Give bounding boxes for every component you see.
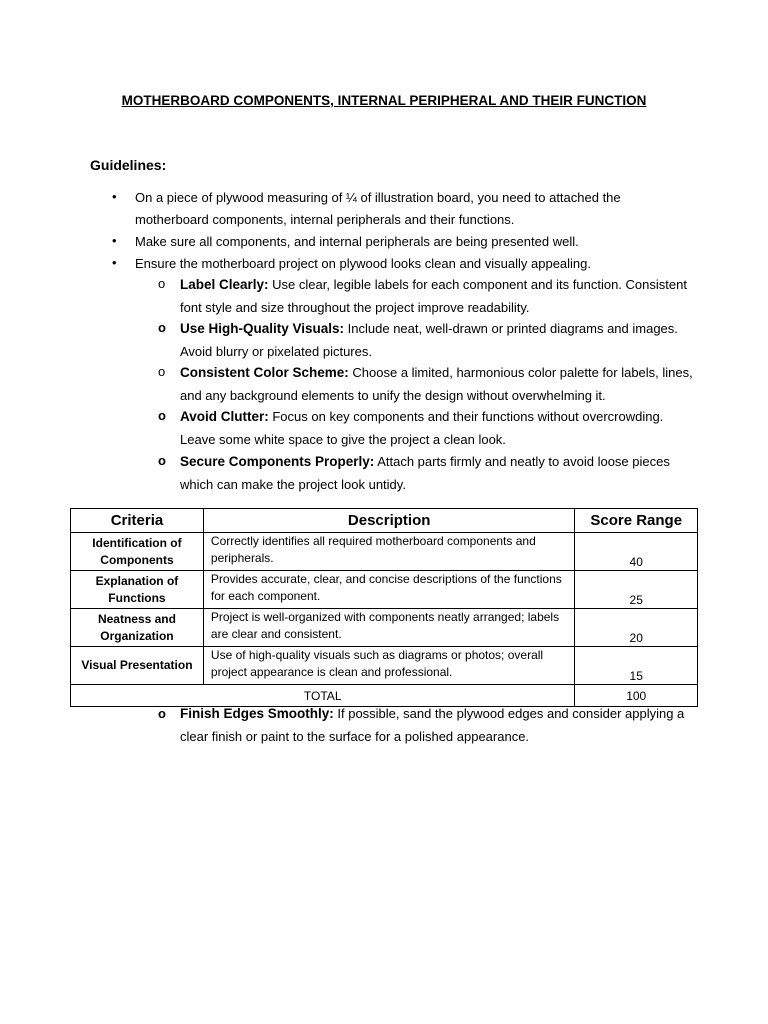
- sub-bullet-marker: o: [158, 364, 166, 379]
- criteria-cell: Visual Presentation: [71, 647, 204, 685]
- table-row: [71, 609, 698, 647]
- score-cell: 20: [575, 609, 698, 647]
- guideline-bullet: On a piece of plywood measuring of ¼ of illustration board, you need to attached the motherboard components, internal peripherals and their functions.: [135, 190, 621, 227]
- sub-guideline-label: Finish Edges Smoothly:: [180, 706, 334, 721]
- sub-guideline-label: Use High-Quality Visuals:: [180, 321, 345, 336]
- column-header-score-range: Score Range: [575, 509, 698, 533]
- guidelines-heading: Guidelines:: [90, 157, 167, 173]
- guideline-bullet: Ensure the motherboard project on plywood looks clean and visually appealing.: [135, 256, 592, 271]
- sub-guideline-text: Choose a limited, harmonious color palette for labels, lines, and any background elements to unify the design without overwhelming it.: [180, 365, 693, 403]
- criteria-cell: Explanation of Functions: [71, 571, 204, 609]
- sub-guideline-text: Attach parts firmly and neatly to avoid loose pieces which can make the project look untidy.: [180, 454, 670, 492]
- table-row: [71, 571, 698, 609]
- sub-guideline-item: [180, 318, 700, 363]
- sub-guideline-text: Use clear, legible labels for each component and its function. Consistent font style and size throughout the project improve readability.: [180, 277, 687, 315]
- score-cell: 25: [575, 571, 698, 609]
- bullet-icon: •: [112, 189, 117, 204]
- sub-guideline-item: [180, 703, 700, 748]
- sub-bullet-marker: o: [158, 320, 166, 335]
- sub-guideline-item: [180, 406, 700, 451]
- sub-bullet-marker: o: [158, 408, 166, 423]
- page-title: MOTHERBOARD COMPONENTS, INTERNAL PERIPHERAL AND THEIR FUNCTION: [121, 93, 647, 108]
- bullet-icon: •: [112, 255, 117, 270]
- sub-guideline-text: If possible, sand the plywood edges and consider applying a clear finish or paint to the surface for a polished appearance.: [180, 706, 685, 744]
- sub-bullet-marker: o: [158, 706, 166, 721]
- sub-guideline-item: [180, 362, 700, 407]
- sub-guideline-item: [180, 274, 700, 319]
- description-cell: Provides accurate, clear, and concise descriptions of the functions for each component.: [203, 571, 575, 609]
- bullet-icon: •: [112, 233, 117, 248]
- sub-guideline-item: [180, 451, 700, 496]
- description-cell: Correctly identifies all required motherboard components and peripherals.: [203, 533, 575, 571]
- description-cell: Use of high-quality visuals such as diagrams or photos; overall project appearance is clean and professional.: [203, 647, 575, 685]
- table-row: [71, 533, 698, 571]
- column-header-description: Description: [203, 509, 575, 533]
- sub-guideline-text: Focus on key components and their functions without overcrowding. Leave some white space to give the project a clean look.: [180, 409, 664, 447]
- guideline-bullet: Make sure all components, and internal peripherals are being presented well.: [135, 234, 579, 249]
- score-cell: 15: [575, 647, 698, 685]
- sub-guideline-text: Include neat, well-drawn or printed diagrams and images. Avoid blurry or pixelated pictures.: [180, 321, 678, 359]
- sub-guideline-label: Secure Components Properly:: [180, 454, 375, 469]
- sub-bullet-marker: o: [158, 453, 166, 468]
- sub-guideline-label: Avoid Clutter:: [180, 409, 269, 424]
- column-header-criteria: Criteria: [71, 509, 204, 533]
- table-header-row: [71, 509, 698, 533]
- sub-bullet-marker: o: [158, 276, 166, 291]
- total-value: 100: [575, 685, 698, 707]
- criteria-cell: Identification of Components: [71, 533, 204, 571]
- total-label: TOTAL: [71, 685, 575, 707]
- rubric-table: [70, 508, 698, 707]
- table-row: [71, 647, 698, 685]
- score-cell: 40: [575, 533, 698, 571]
- criteria-cell: Neatness and Organization: [71, 609, 204, 647]
- sub-guideline-label: Consistent Color Scheme:: [180, 365, 349, 380]
- description-cell: Project is well-organized with components neatly arranged; labels are clear and consistent.: [203, 609, 575, 647]
- sub-guideline-label: Label Clearly:: [180, 277, 269, 292]
